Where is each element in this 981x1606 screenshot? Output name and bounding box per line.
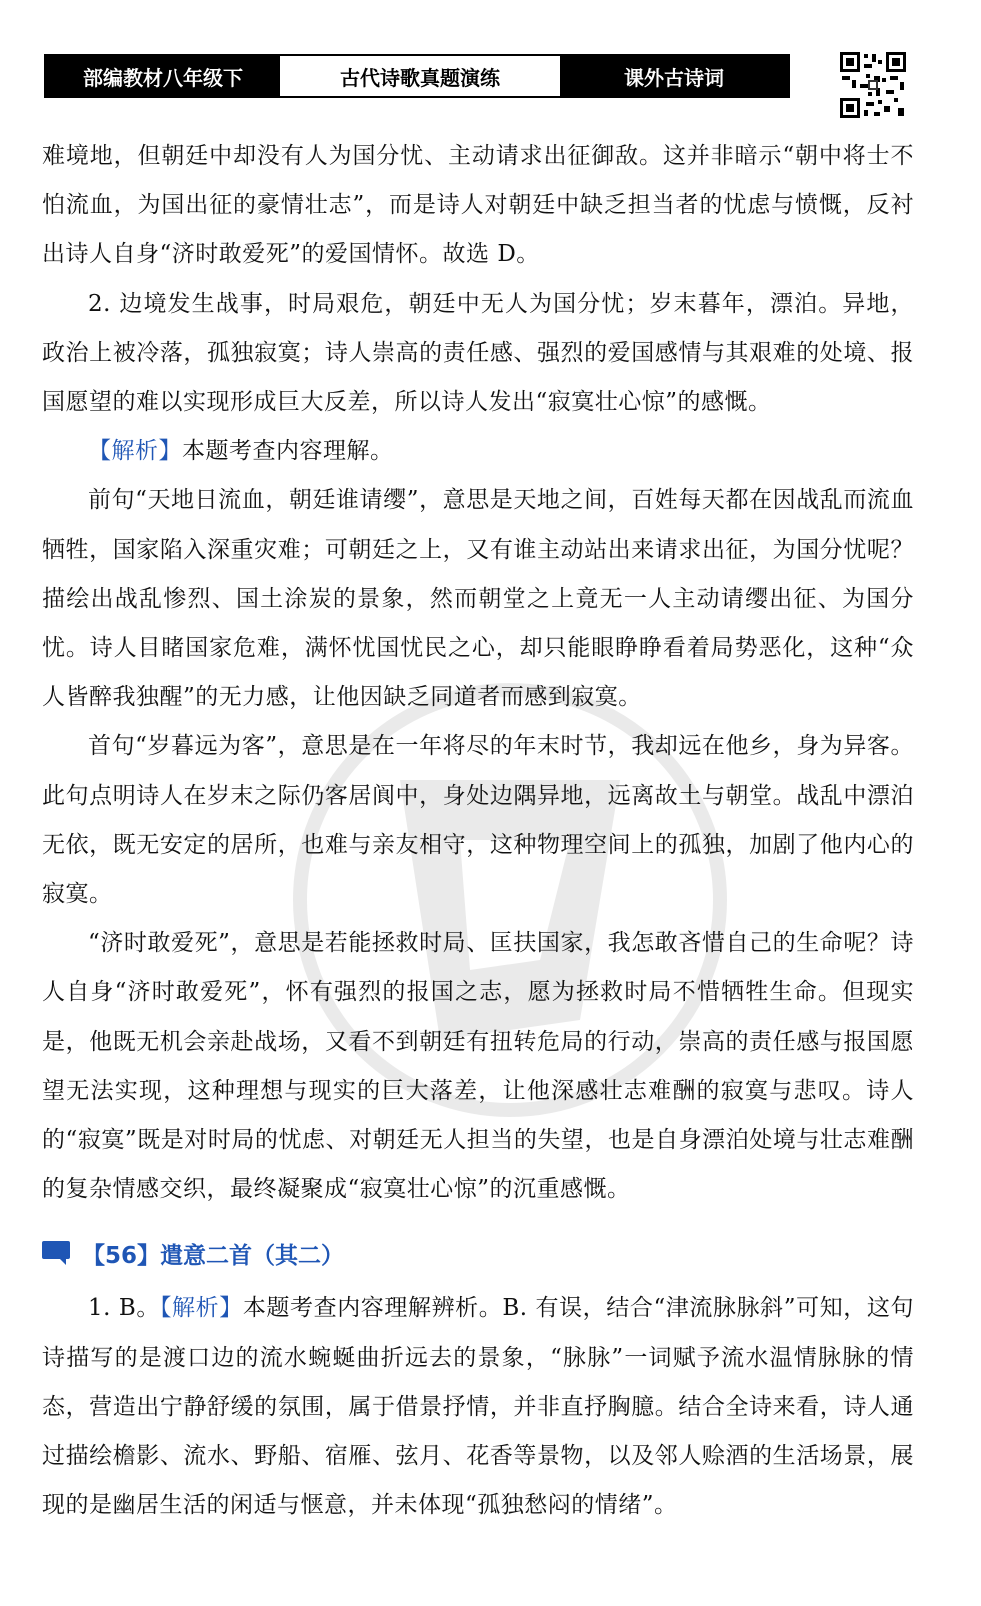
header-left: 部编教材八年级下 [46,56,280,96]
answer-prefix: 1. B。 [88,1295,160,1322]
answer-1-paragraph [42,1284,914,1530]
section-title-text: 【56】遣意二首（其二） [82,1242,345,1269]
header-center: 古代诗歌真题演练 [280,56,560,96]
explanation-paragraph-3: “济时敢爱死”，意思是若能拯救时局、匡扶国家，我怎敢吝惜自己的生命呢？诗人自身“济时敢爱死”，怀有强烈的报国之志，愿为拯救时局不惜牺牲生命。但现实是，他既无机会亲赴战场，又看不到朝廷有扭转危局的行动，崇高的责任感与报国愿望无法实现，这种理想与现实的巨大落差，让他深感壮志难酬的寂寞与悲叹。诗人的“寂寞”既是对时局的忧虑、对朝廷无人担当的失望，也是自身漂泊处境与壮志难酬的复杂情感交织，最终凝聚成“寂寞壮心惊”的沉重感慨。 [42,930,914,1203]
chat-bubble-icon [42,1241,72,1265]
analysis-label: 【解析】 [88,438,182,465]
explanation-paragraph-2: 首句“岁暮远为客”，意思是在一年将尽的年末时节，我却远在他乡，身为异客。此句点明诗人在岁末之际仍客居阆中，身处边隅异地，远离故土与朝堂。战乱中漂泊无依，既无安定的居所，也难与亲友相守，这种物理空间上的孤独，加剧了他内心的寂寞。 [42,733,914,908]
qr-code-icon [838,50,908,120]
header-right: 课外古诗词 [560,56,788,96]
explanation-paragraph-1: 前句“天地日流血，朝廷谁请缨”，意思是天地之间，百姓每天都在因战乱而流血牺牲，国家陷入深重灾难；可朝廷之上，又有谁主动站出来请求出征，为国分忧呢？描绘出战乱惨烈、国土涂炭的景象，然而朝堂之上竟无一人主动请缨出征、为国分忧。诗人目睹国家危难，满怀忧国忧民之心，却只能眼睁睁看着局势恶化，这种“众人皆醉我独醒”的无力感，让他因缺乏同道者而感到寂寞。 [42,487,914,711]
answer-text: 本题考查内容理解辨析。B. 有误，结合“津流脉脉斜”可知，这句诗描写的是渡口边的流水蜿蜒曲折远去的景象，“脉脉”一词赋予流水温情脉脉的情态，营造出宁静舒缓的氛围，属于借景抒情，并非直抒胸臆。结合全诗来看，诗人通过描绘檐影、流水、野船、宿雁、弦月、花香等景物，以及邻人赊酒的生活场景，展现的是幽居生活的闲适与惬意，并未体现“孤独愁闷的情绪”。 [42,1295,914,1519]
analysis-text: 本题考查内容理解。 [182,438,394,465]
paragraph-continuation: 难境地，但朝廷中却没有人为国分忧、主动请求出征御敌。这并非暗示“朝中将士不怕流血，为国出征的豪情壮志”，而是诗人对朝廷中缺乏担当者的忧虑与愤慨，反衬出诗人自身“济时敢爱死”的爱国情怀。故选 D。 [42,143,914,268]
answer-analysis-label: 【解析】 [159,1295,243,1322]
document-body [42,132,914,1530]
answer-2-paragraph: 2. 边境发生战事，时局艰危，朝廷中无人为国分忧；岁末暮年，漂泊。异地，政治上被冷落，孤独寂寞；诗人崇高的责任感、强烈的爱国感情与其艰难的处境、报国愿望的难以实现形成巨大反差，所以诗人发出“寂寞壮心惊”的感慨。 [42,290,914,416]
section-heading [42,1222,914,1284]
analysis-paragraph [42,427,914,476]
header-bar [44,54,790,98]
